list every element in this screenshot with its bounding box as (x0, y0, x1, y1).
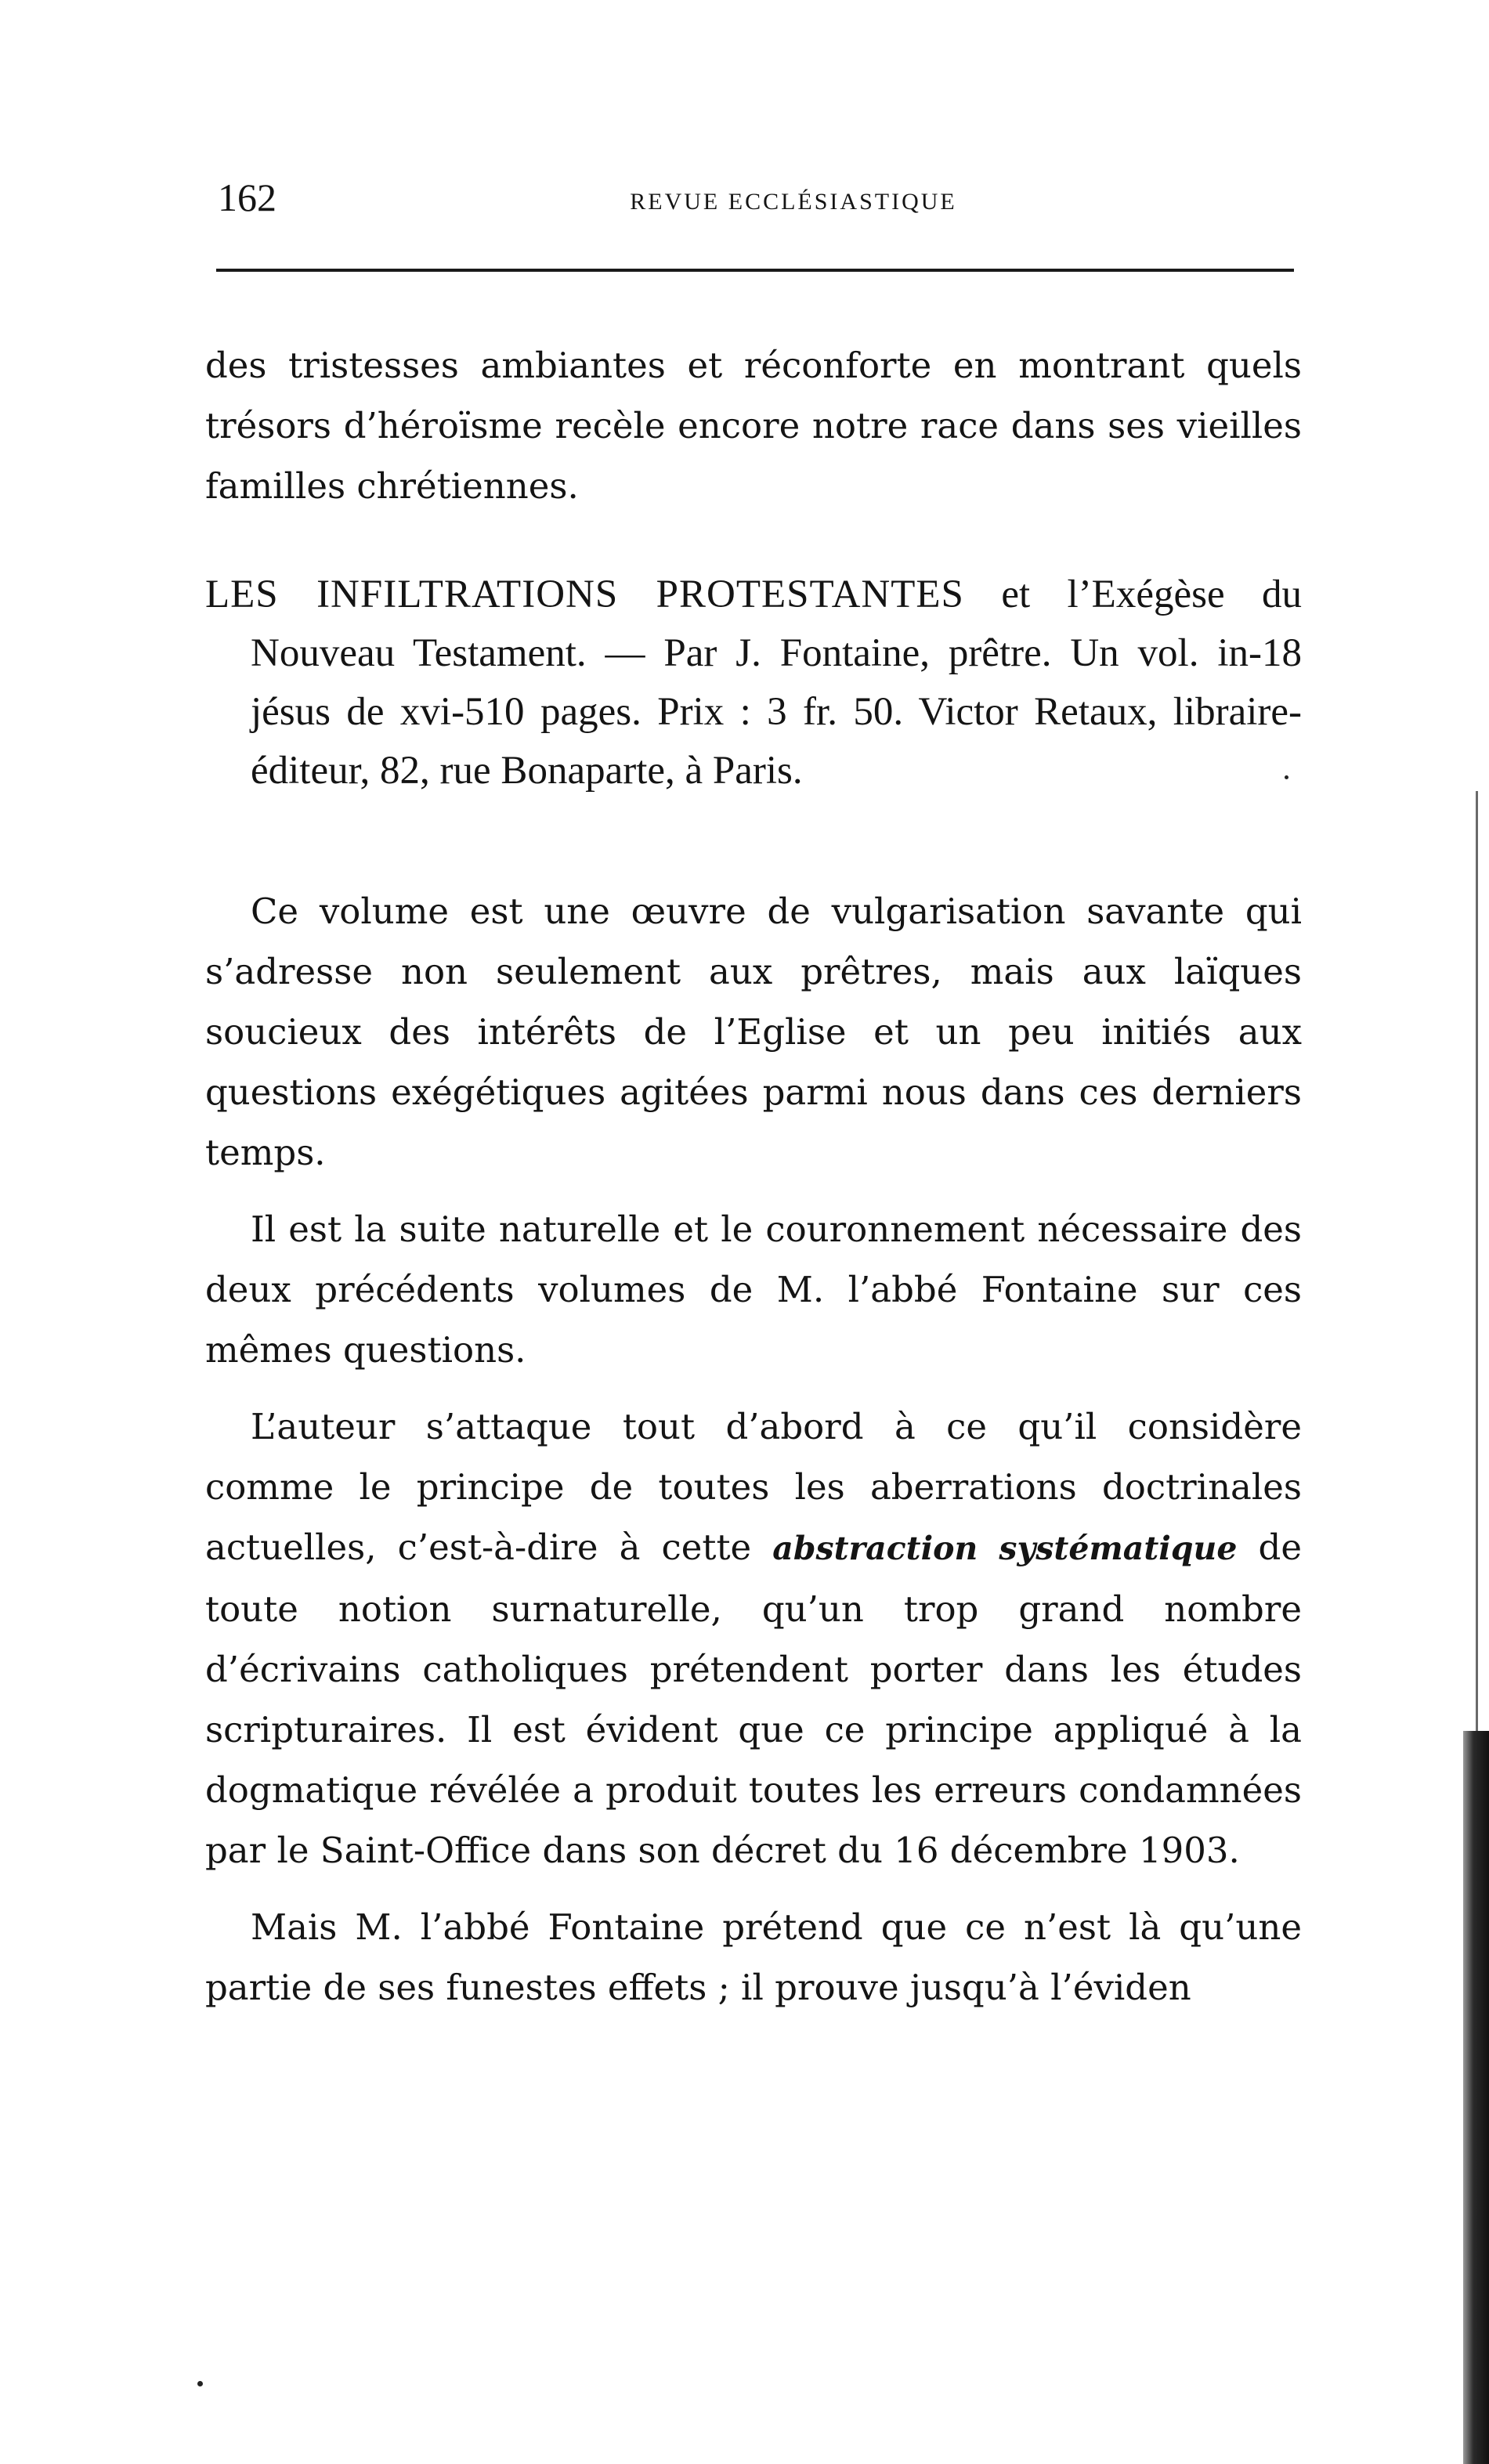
emphasized-phrase: abstraction systématique (772, 1530, 1238, 1567)
print-speck (197, 2381, 203, 2386)
book-entry-title: LES INFILTRATIONS PROTESTANTES (205, 573, 964, 616)
header-rule (216, 269, 1294, 272)
print-speck (1285, 775, 1288, 779)
book-entry-details: et l’Exégèse du Nouveau Testament. — Par J. Fontaine, prêtre. Un vol. in-18 jésus de xvi-510 pages. Prix : 3 fr. 50. Victor Retaux, libraire-éditeur, 82, rue Bonaparte, à Paris. (251, 573, 1302, 793)
book-entry (205, 565, 1302, 800)
book-entry-block (205, 565, 1302, 800)
page-edge-line (1476, 791, 1478, 1731)
continuation-paragraph: des tristesses ambiantes et réconforte en montrant quels trésors d’héroïsme recèle encore notre race dans ses vieilles familles chrétiennes. (205, 345, 1302, 507)
page-edge-shadow (1463, 1731, 1489, 2464)
review-body (205, 881, 1302, 2018)
running-title: REVUE ECCLÉSIASTIQUE (630, 189, 957, 215)
continuation-block (205, 335, 1302, 516)
review-paragraph-3-start: L’auteur s’attaque tout d’abord à ce qu’il considère comme le principe de toutes les aberrations doctrinales actuelles, c’est-à-dire à cette (205, 1406, 1302, 1568)
review-paragraph-1: Ce volume est une œuvre de vulgarisation savante qui s’adresse non seulement aux prêtres, mais aux laïques soucieux des intérêts de l’Eglise et un peu initiés aux questions exégétiques agitées parmi nous dans ces derniers temps. (205, 891, 1302, 1173)
review-paragraph-2: Il est la suite naturelle et le couronnement nécessaire des deux précédents volumes de M. l’abbé Fontaine sur ces mêmes questions. (205, 1209, 1302, 1371)
review-paragraph-3-end: de toute notion surnaturelle, qu’un trop grand nombre d’écrivains catholiques prétendent porter dans les études scripturaires. Il est évident que ce principe appliqué à la dogmatique révélée a produit toutes les erreurs condamnées par le Saint-Office dans son décret du 16 décembre 1903. (205, 1526, 1302, 1871)
review-paragraph-4: Mais M. l’abbé Fontaine prétend que ce n’est là qu’une partie de ses funestes effets ; il prouve jusqu’à l’éviden (205, 1906, 1302, 2008)
review-paragraph-3 (205, 1396, 1302, 1881)
page-header (218, 174, 1299, 229)
page-number: 162 (218, 175, 276, 219)
